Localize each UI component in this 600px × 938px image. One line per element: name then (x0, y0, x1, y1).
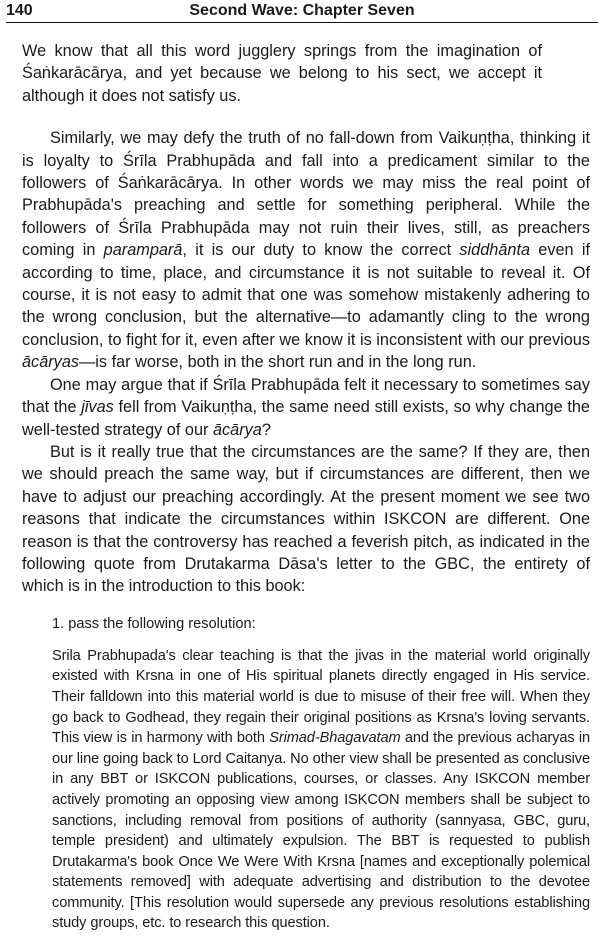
paragraph-2: One may argue that if Śrīla Prabhupāda felt it necessary to sometimes say that the jīvas fell from Vaikuṇṭha, the same need still exists, so why change the well-tested strategy of our ācārya? (22, 375, 590, 439)
running-title: Second Wave: Chapter Seven (189, 2, 415, 19)
block-quote: We know that all this word jugglery springs from the imagination of Śaṅkarācārya, and yet because we belong to his sect, we accept it although it does not satisfy us. (22, 42, 542, 105)
list-item: 1. pass the following resolution: (52, 615, 256, 632)
page-number: 140 (6, 2, 33, 19)
paragraph-1: Similarly, we may defy the truth of no fall-down from Vaikuṇṭha, thinking it is loyalty to Śrīla Prabhupāda and fall into a predicament similar to the followers of Śaṅkarācārya. In other words we may miss the real point of Prabhupāda's preaching and settle for something peripheral. While the followers of Śrīla Prabhupāda may not ruin their lives, still, as preachers coming in paramparā, it is our duty to know the correct siddhānta even if according to time, place, and circumstance it is not suitable to reveal it. Of course, it is not easy to admit that one was somehow mistakenly adhering to the wrong conclusion, but the alternative—to adamantly cling to the wrong conclusion, to fight for it, even after we know it is inconsistent with our previous ācāryas—is far worse, both in the short run and in the long run. (22, 129, 590, 372)
page-body (22, 40, 590, 934)
running-header (6, 2, 598, 22)
resolution-quote: Srila Prabhupada's clear teaching is that the jivas in the material world originally existed with Krsna in one of His spiritual planets directly engaged in His service. Their falldown into this material world is due to misuse of their free will. When they go back to Godhead, they regain their original positions as Krsna's loving servants. This view is in harmony with both Srimad-Bhagavatam and the previous acharyas in our line going back to Lord Caitanya. No other view shall be presented as conclusive in any BBT or ISKCON publications, courses, or classes. Any ISKCON member actively promoting an opposing view among ISKCON members shall be subject to sanctions, including removal from positions of authority (sannyasa, GBC, guru, temple president) and ultimately expulsion. The BBT is requested to publish Drutakarma's book Once We Were With Krsna [names and exceptionally polemical statements removed] with adequate advertising and distribution to the devotee community. [This resolution would supersede any previous resolutions establishing study groups, etc. to research this question. (52, 647, 591, 932)
paragraph-3: But is it really true that the circumstances are the same? If they are, then we should preach the same way, but if circumstances are different, then we have to adjust our preaching accordingly. At the present moment we see two reasons that indicate the circumstances within ISKCON are different. One reason is that the controversy has reached a feverish pitch, as indicated in the following quote from Drutakarma Dāsa's letter to the GBC, the entirety of which is in the introduction to this book: (22, 442, 590, 596)
header-rule (6, 22, 598, 23)
